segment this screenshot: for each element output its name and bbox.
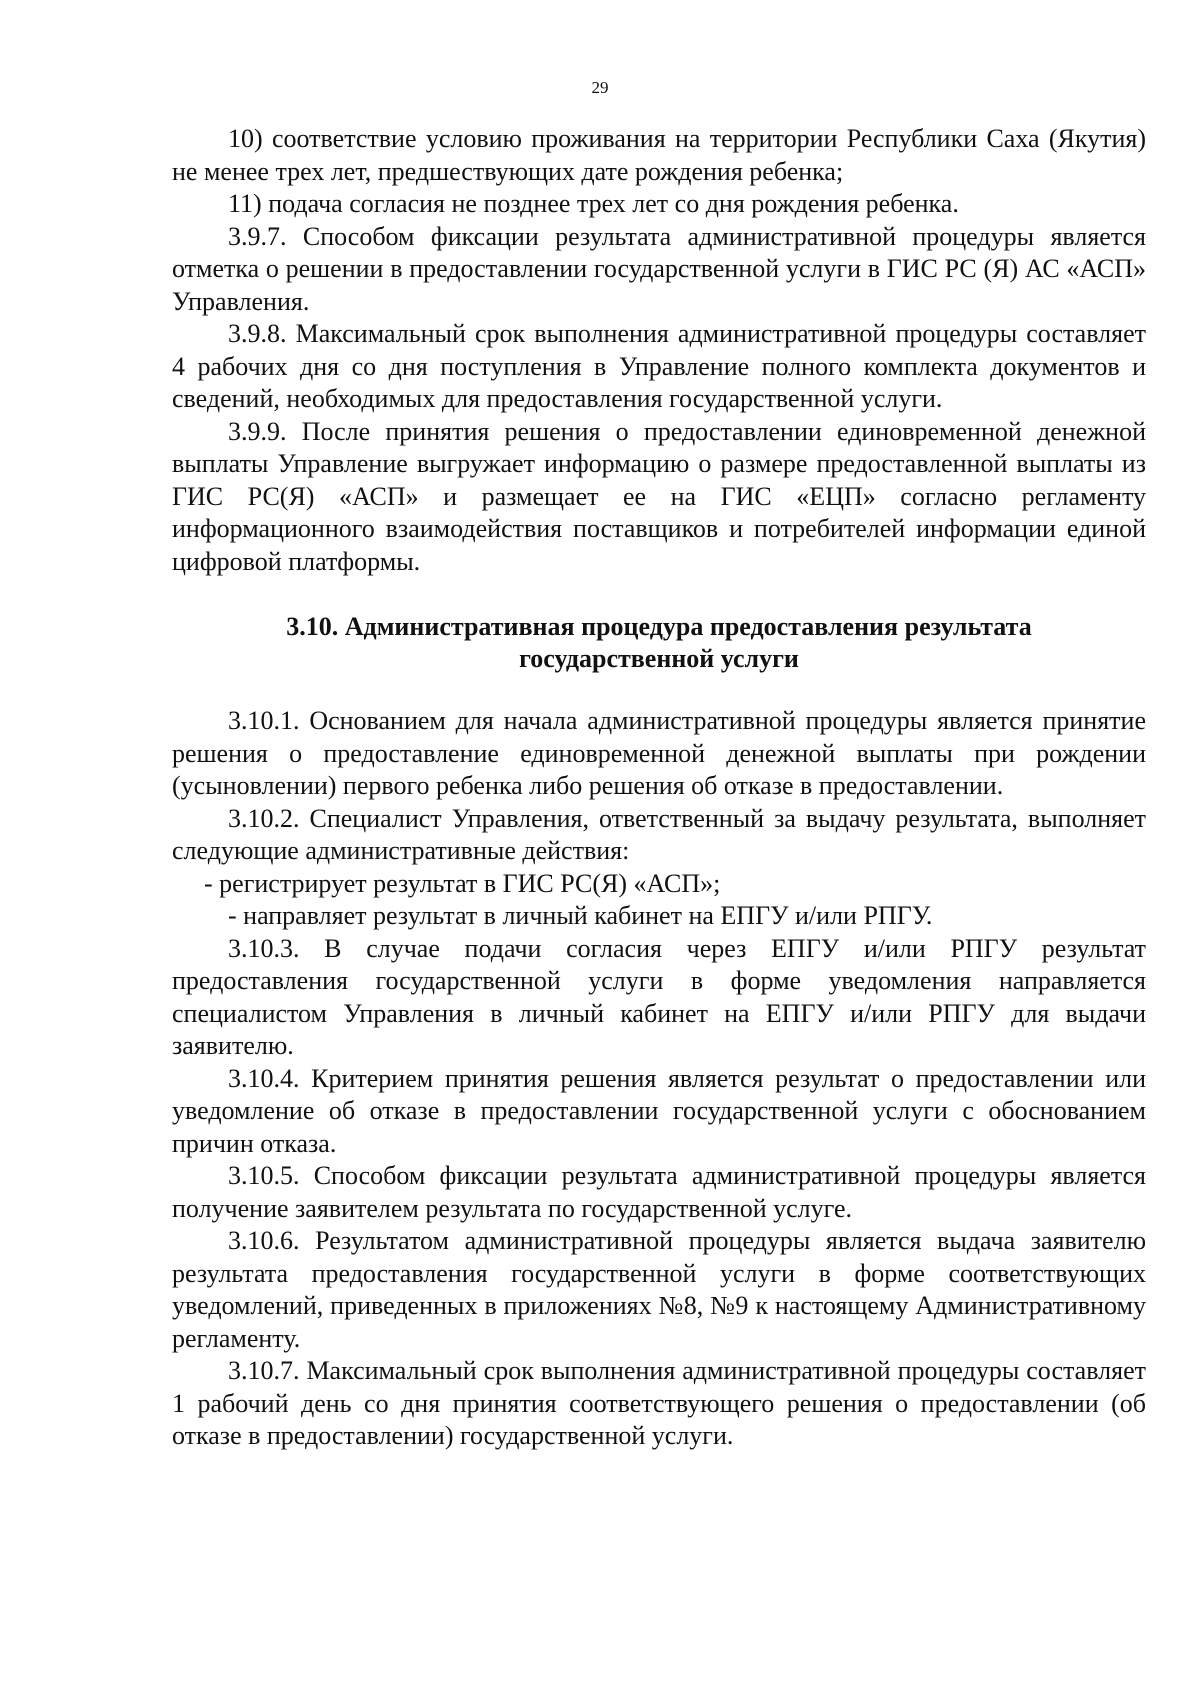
paragraph-item-11: 11) подача согласия не позднее трех лет со дня рождения ребенка.: [228, 189, 959, 218]
paragraph-item-10: 10) соответствие условию проживания на территории Республики Саха (Якутия) не менее трех лет, предшествующих дате рождения ребенка;: [172, 124, 1146, 186]
paragraph-3-9-7: 3.9.7. Способом фиксации результата административной процедуры является отметка о решении в предоставлении государственной услуги в ГИС РС (Я) АС «АСП» Управления.: [172, 221, 1146, 316]
paragraph-3-10-3: 3.10.3. В случае подачи согласия через ЕПГУ и/или РПГУ результат предоставления государственной услуги в форме уведомления направляется специалистом Управления в личный кабинет на ЕПГУ и/или РПГУ для выдачи заявителю.: [172, 933, 1146, 1060]
paragraph-3-10-6: 3.10.6. Результатом административной процедуры является выдача заявителю результата предоставления государственной услуги в форме соответствующих уведомлений, приведенных в приложениях №8, №9 к настоящему Административному регламенту.: [172, 1226, 1146, 1353]
paragraph-3-10-4: 3.10.4. Критерием принятия решения является результат о предоставлении или уведомление об отказе в предоставлении государственной услуги с обоснованием причин отказа.: [172, 1063, 1146, 1158]
list-item-register-result: - регистрирует результат в ГИС РС(Я) «АСП»;: [204, 868, 721, 898]
paragraph-3-10-2: 3.10.2. Специалист Управления, ответственный за выдачу результата, выполняет следующие административные действия:: [172, 803, 1146, 865]
paragraph-3-10-1: 3.10.1. Основанием для начала административной процедуры является принятие решения о предоставление единовременной денежной выплаты при рождении (усыновлении) первого ребенка либо решения об отказе в предоставлении.: [172, 706, 1146, 800]
paragraph-3-9-9: 3.9.9. После принятия решения о предоставлении единовременной денежной выплаты Управление выгружает информацию о размере предоставленной выплаты из ГИС РС(Я) «АСП» и размещает ее на ГИС «ЕЦП» согласно регламенту информационного взаимодействия поставщиков и потребителей информации единой цифровой платформы.: [172, 416, 1146, 576]
document-body: [172, 123, 1146, 1453]
paragraph-3-9-8: 3.9.8. Максимальный срок выполнения административной процедуры составляет 4 рабочих дня со дня поступления в Управление полного комплекта документов и сведений, необходимых для предоставления государственной услуги.: [172, 319, 1146, 413]
section-title-line-2: государственной услуги: [519, 644, 799, 673]
paragraph-3-10-5: 3.10.5. Способом фиксации результата административной процедуры является получение заявителем результата по государственной услуге.: [172, 1161, 1146, 1223]
paragraph-3-10-7: 3.10.7. Максимальный срок выполнения административной процедуры составляет 1 рабочий день со дня принятия соответствующего решения о предоставлении (об отказе в предоставлении) государственной услуги.: [172, 1356, 1146, 1450]
list-item-send-result: - направляет результат в личный кабинет на ЕПГУ и/или РПГУ.: [228, 901, 933, 930]
section-title: [172, 611, 1146, 675]
page-number: 29: [591, 78, 609, 97]
section-title-line-1: 3.10. Административная процедура предоставления результата: [286, 612, 1032, 641]
